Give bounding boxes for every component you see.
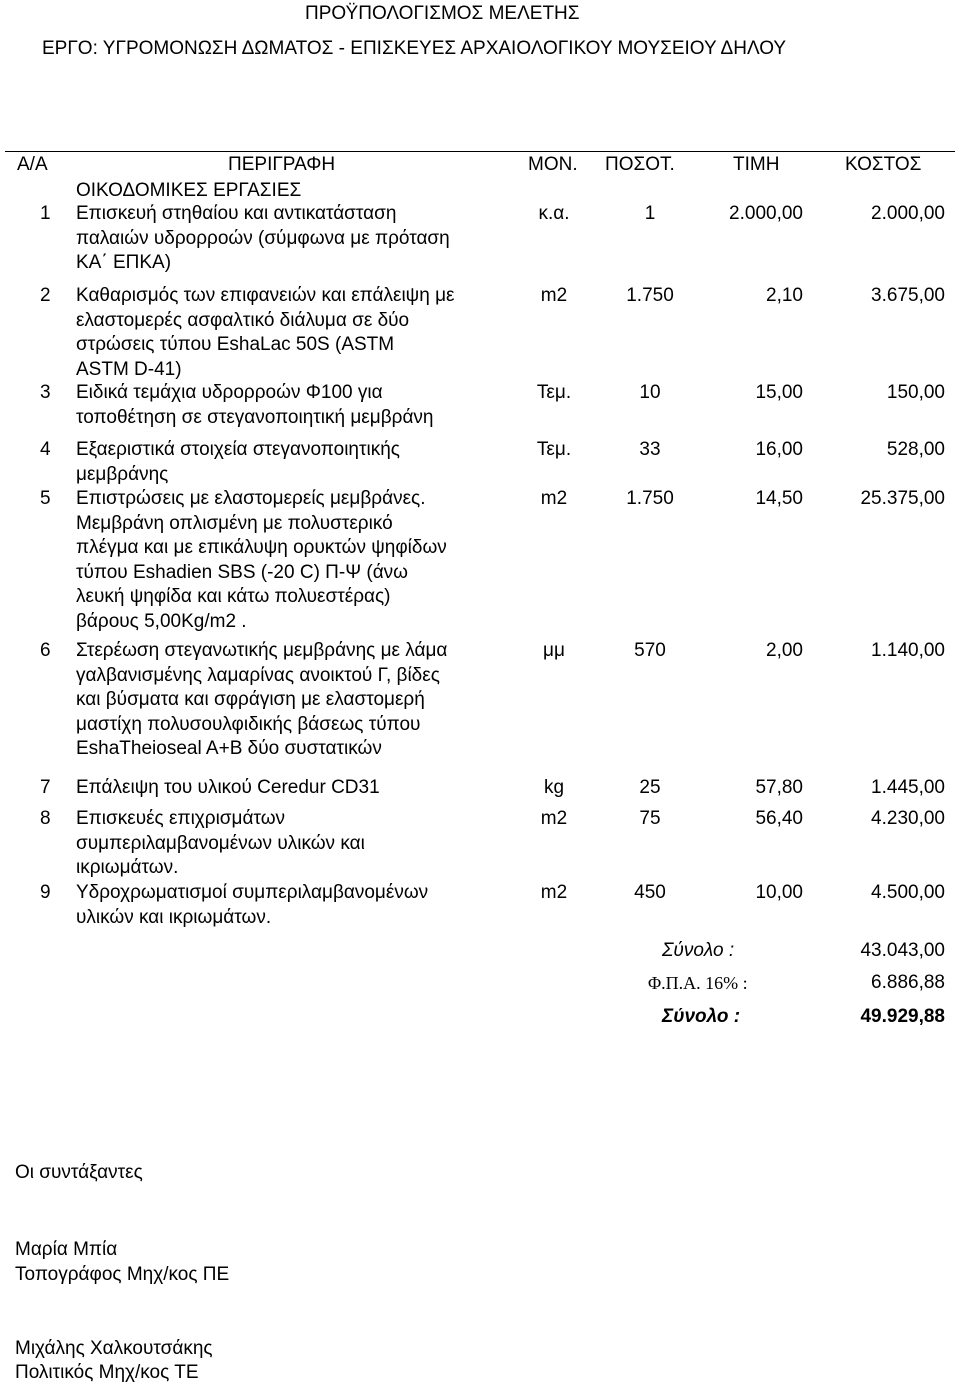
row-description <box>76 284 455 382</box>
row-price: 2,10 <box>766 285 803 306</box>
row-cost: 528,00 <box>886 439 945 460</box>
row-cost: 4.500,00 <box>871 882 945 903</box>
row-description <box>76 807 365 881</box>
row-unit: kg <box>543 777 565 798</box>
header-quantity: ΠΟΣΟΤ. <box>605 154 675 175</box>
table-row <box>0 881 960 928</box>
subtotal-value: 43.043,00 <box>860 940 945 961</box>
row-price: 2.000,00 <box>729 203 803 224</box>
vat-value: 6.886,88 <box>871 972 945 993</box>
description-line: Επισκευή στηθαίου και αντικατάσταση <box>76 203 397 224</box>
description-line: βάρους 5,00Kg/m2 . <box>76 610 247 632</box>
description-line: τοποθέτηση σε στεγανοποιητική μεμβράνη <box>76 406 434 428</box>
row-unit: Τεμ. <box>536 382 572 403</box>
row-number: 6 <box>40 640 51 661</box>
total-value: 49.929,88 <box>860 1006 945 1027</box>
row-unit: m2 <box>540 808 568 829</box>
row-cost: 1.140,00 <box>871 640 945 661</box>
signatory-title: Πολιτικός Μηχ/κος ΤΕ <box>15 1362 199 1383</box>
description-line: Υδροχρωματισμοί συμπεριλαμβανομένων <box>76 882 429 903</box>
table-row <box>0 807 960 878</box>
description-line: υλικών και ικριωμάτων. <box>76 906 272 928</box>
description-line: Επάλειψη του υλικού Ceredur CD31 <box>76 777 380 798</box>
signatory-name: Μιχάλης Χαλκουτσάκης <box>15 1338 213 1359</box>
row-quantity: 1.750 <box>626 285 674 306</box>
row-price: 57,80 <box>755 777 803 798</box>
description-line: ASTM D-41) <box>76 358 182 380</box>
table-row <box>0 438 960 485</box>
description-line: πλέγμα και με επικάλυψη ορυκτών ψηφίδων <box>76 537 447 558</box>
row-quantity: 25 <box>639 777 661 798</box>
signatory-title: Τοπογράφος Μηχ/κος ΠΕ <box>15 1264 230 1285</box>
description-line: μαστίχη πολυσουλφιδικής βάσεως τύπου <box>76 713 421 735</box>
description-line: στρώσεις τύπου EshaLac 50S (ASTM <box>76 334 395 355</box>
description-line: ικριωμάτων. <box>76 857 179 878</box>
row-unit: m2 <box>540 285 568 306</box>
row-description <box>76 487 447 634</box>
row-cost: 4.230,00 <box>871 808 945 829</box>
row-number: 9 <box>40 882 51 903</box>
row-description <box>76 639 447 762</box>
row-unit: κ.α. <box>538 203 570 224</box>
row-quantity: 450 <box>634 882 666 903</box>
row-unit: Τεμ. <box>536 439 572 460</box>
row-cost: 3.675,00 <box>871 285 945 306</box>
row-cost: 2.000,00 <box>871 203 945 224</box>
project-title: ΕΡΓΟ: ΥΓΡΟΜΟΝΩΣΗ ΔΩΜΑΤΟΣ - ΕΠΙΣΚΕΥΕΣ ΑΡΧΑΙΟΛΟΓΙΚΟΥ ΜΟΥΣΕΙΟΥ ΔΗΛΟΥ <box>42 38 787 59</box>
row-price: 16,00 <box>755 439 803 460</box>
row-cost: 25.375,00 <box>860 488 945 509</box>
description-line: EshaTheioseal A+B δύο συστατικών <box>76 738 382 759</box>
row-number: 1 <box>40 203 51 224</box>
description-line: μεμβράνης <box>76 463 169 485</box>
description-line: Εξαεριστικά στοιχεία στεγανοποιητικής <box>76 439 400 460</box>
row-price: 10,00 <box>755 882 803 903</box>
row-cost: 150,00 <box>886 382 945 403</box>
row-quantity: 75 <box>639 808 661 829</box>
row-description <box>76 881 428 930</box>
row-number: 8 <box>40 808 51 829</box>
row-number: 4 <box>40 439 51 460</box>
row-unit: m2 <box>540 488 568 509</box>
row-number: 7 <box>40 777 51 798</box>
row-number: 5 <box>40 488 51 509</box>
header-description: ΠΕΡΙΓΡΑΦΗ <box>228 154 336 175</box>
row-number: 2 <box>40 285 51 306</box>
signatory-name: Μαρία Μπία <box>15 1239 118 1260</box>
row-price: 14,50 <box>755 488 803 509</box>
row-quantity: 1.750 <box>626 488 674 509</box>
table-row <box>0 381 960 428</box>
description-line: ΚΑ΄ ΕΠΚΑ) <box>76 252 172 273</box>
total-label: Σύνολο : <box>662 1006 741 1027</box>
vat-label: Φ.Π.Α. 16% : <box>648 973 748 993</box>
row-cost: 1.445,00 <box>871 777 945 798</box>
subtotal-label: Σύνολο : <box>662 940 735 961</box>
description-line: παλαιών υδρορροών (σύμφωνα με πρόταση <box>76 227 450 249</box>
row-quantity: 1 <box>644 203 656 224</box>
document-title: ΠΡΟΫΠΟΛΟΓΙΣΜΟΣ ΜΕΛΕΤΗΣ <box>305 3 580 24</box>
row-quantity: 10 <box>639 382 661 403</box>
row-description <box>76 202 450 276</box>
table-top-border <box>5 151 955 152</box>
header-aa: Α/Α <box>17 154 48 175</box>
row-unit: m2 <box>540 882 568 903</box>
row-description <box>76 381 434 430</box>
row-price: 15,00 <box>755 382 803 403</box>
row-description <box>76 438 400 487</box>
description-line: Μεμβράνη οπλισμένη με πολυστερικό <box>76 512 393 534</box>
table-row <box>0 487 960 632</box>
description-line: συμπεριλαμβανομένων υλικών και <box>76 832 365 854</box>
row-quantity: 570 <box>634 640 666 661</box>
table-row <box>0 639 960 759</box>
row-number: 3 <box>40 382 51 403</box>
table-row <box>0 202 960 273</box>
table-row <box>0 284 960 380</box>
header-price: ΤΙΜΗ <box>733 154 780 175</box>
description-line: λευκή ψηφίδα και κάτω πολυεστέρας) <box>76 586 391 607</box>
description-line: και βύσματα και σφράγιση με ελαστομερή <box>76 689 425 710</box>
header-cost: ΚΟΣΤΟΣ <box>845 154 922 175</box>
description-line: ελαστομερές ασφαλτικό διάλυμα σε δύο <box>76 309 410 331</box>
row-unit: μμ <box>543 640 565 661</box>
row-quantity: 33 <box>639 439 661 460</box>
description-line: Καθαρισμός των επιφανειών και επάλειψη με <box>76 285 455 306</box>
description-line: Επιστρώσεις με ελαστομερείς μεμβράνες. <box>76 488 426 509</box>
header-unit: ΜΟΝ. <box>528 154 578 175</box>
row-description <box>76 776 380 801</box>
table-row <box>0 776 960 798</box>
row-price: 2,00 <box>766 640 803 661</box>
description-line: Στερέωση στεγανωτικής μεμβράνης με λάμα <box>76 640 448 661</box>
description-line: τύπου Eshadien SBS (-20 C) Π-Ψ (άνω <box>76 561 409 583</box>
description-line: γαλβανισμένης λαμαρίνας ανοικτού Γ, βίδες <box>76 664 440 686</box>
section-heading: ΟΙΚΟΔΟΜΙΚΕΣ ΕΡΓΑΣΙΕΣ <box>76 180 302 201</box>
description-line: Επισκευές επιχρισμάτων <box>76 808 286 829</box>
signatories-heading: Οι συντάξαντες <box>15 1162 143 1183</box>
row-price: 56,40 <box>755 808 803 829</box>
description-line: Ειδικά τεμάχια υδρορροών Φ100 για <box>76 382 383 403</box>
